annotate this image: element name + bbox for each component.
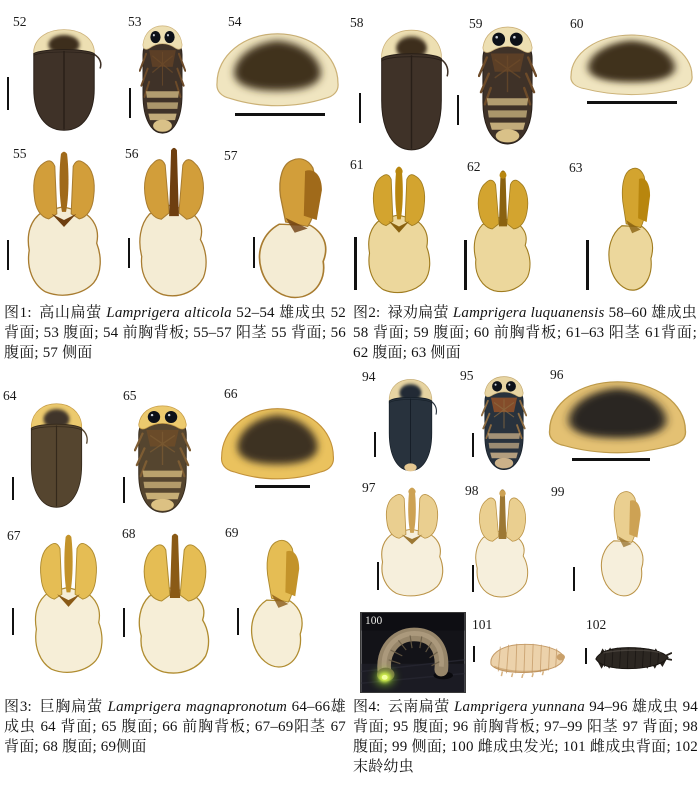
scale-bar [128, 238, 130, 268]
scale-bar [7, 77, 9, 110]
specimen-number-56: 56 [125, 146, 139, 161]
scale-bar [12, 608, 14, 635]
specimen-98-aedeagus-ventral [468, 488, 537, 600]
specimen-number-100: 100 [365, 615, 383, 627]
scale-bar [473, 646, 475, 662]
specimen-number-55: 55 [13, 146, 27, 161]
figure-3-caption [4, 697, 346, 757]
specimen-number-60: 60 [570, 16, 584, 31]
specimen-number-101: 101 [472, 617, 493, 632]
specimen-number-94: 94 [362, 369, 376, 384]
specimen-number-102: 102 [586, 617, 607, 632]
specimen-65-male-ventral [134, 404, 191, 515]
specimen-61-aedeagus-dorsal [360, 166, 438, 295]
figure-1-caption [4, 303, 346, 363]
specimen-number-67: 67 [7, 528, 21, 543]
specimen-67-aedeagus-dorsal [26, 534, 111, 675]
photo-100-glowing-female [360, 612, 466, 693]
scale-bar [235, 113, 325, 116]
specimen-101-female-dorsal [486, 640, 568, 678]
scale-bar [472, 565, 474, 592]
specimen-number-95: 95 [460, 368, 474, 383]
figure-1-species-name: Lamprigera alticola [106, 305, 232, 321]
scale-bar [12, 477, 14, 500]
scale-bar [464, 240, 467, 290]
figure-2-species-name: Lamprigera luquanensis [452, 305, 605, 321]
figure-3-species-name: Lamprigera magnapronotum [107, 699, 288, 715]
figure-3-label: 图3: [4, 699, 32, 715]
figure-4-chinese-name: 云南扁萤 [387, 699, 450, 715]
specimen-number-65: 65 [123, 388, 137, 403]
specimen-99-aedeagus-lateral [591, 488, 652, 600]
scale-bar [586, 240, 589, 290]
specimen-number-53: 53 [128, 14, 142, 29]
specimen-97-aedeagus-dorsal [373, 487, 451, 598]
specimen-62-aedeagus-ventral [466, 169, 540, 295]
specimen-59-male-ventral [478, 25, 537, 147]
scale-bar [457, 95, 459, 125]
specimen-57-aedeagus-lateral [243, 154, 340, 303]
scale-bar [237, 608, 239, 635]
specimen-52-male-dorsal [25, 27, 103, 133]
figure-4-species-name: Lamprigera yunnana [453, 699, 585, 715]
specimen-95-male-ventral [481, 375, 527, 472]
scale-bar [377, 562, 379, 590]
scale-bar [374, 432, 376, 457]
scale-bar [587, 101, 677, 104]
scale-bar [472, 433, 474, 457]
specimen-102-last-instar-larva [592, 644, 672, 674]
specimen-number-96: 96 [550, 367, 564, 382]
specimen-number-64: 64 [3, 388, 17, 403]
figure-1-chinese-name: 高山扁萤 [38, 305, 102, 321]
specimen-60-pronotum [566, 31, 697, 99]
specimen-number-63: 63 [569, 160, 583, 175]
figure-3-details: 64–66雄成虫 64 背面; 65 腹面; 66 前胸背板; 67–69阳茎 67背面; 68 腹面; 69侧面 [4, 699, 347, 755]
specimen-number-62: 62 [467, 159, 481, 174]
figure-2-label: 图2: [353, 305, 381, 321]
specimen-number-58: 58 [350, 15, 364, 30]
specimen-number-98: 98 [465, 483, 479, 498]
scale-bar [585, 648, 587, 664]
scale-bar [573, 567, 575, 591]
scale-bar [129, 88, 131, 118]
scale-bar [354, 237, 357, 290]
figure-2-chinese-name: 禄劝扁萤 [387, 305, 449, 321]
specimen-63-aedeagus-lateral [598, 164, 662, 295]
specimen-64-male-dorsal [24, 401, 89, 510]
scale-bar [7, 240, 9, 270]
figure-2-details: 58–60 雄成虫 58 背面; 59 腹面; 60 前胸背板; 61–63 阳茎 61背面; 62 腹面; 63 侧面 [353, 305, 697, 361]
specimen-94-male-dorsal [383, 377, 438, 473]
specimen-53-male-ventral [139, 24, 186, 136]
specimen-69-aedeagus-lateral [239, 536, 313, 672]
specimen-number-59: 59 [469, 16, 483, 31]
specimen-number-54: 54 [228, 14, 242, 29]
specimen-number-69: 69 [225, 525, 239, 540]
specimen-number-52: 52 [13, 14, 27, 29]
specimen-number-61: 61 [350, 157, 364, 172]
figure-2-caption [353, 303, 697, 363]
specimen-number-66: 66 [224, 386, 238, 401]
scale-bar [123, 608, 125, 637]
specimen-54-pronotum [212, 29, 343, 111]
specimen-number-99: 99 [551, 484, 565, 499]
figure-3-chinese-name: 巨胸扁萤 [38, 699, 103, 715]
specimen-96-pronotum [544, 377, 691, 458]
scale-bar [359, 93, 361, 123]
figure-4-label: 图4: [353, 699, 381, 715]
figure-1-label: 图1: [4, 305, 32, 321]
figure-4-caption [353, 697, 698, 777]
figure-4-details: 94–96 雄成虫 94 背面; 95 腹面; 96 前胸背板; 97–99 阳茎 97 背面; 98 腹面; 99 侧面; 100 雌成虫发光; 101 雌成虫背面; 102 末龄幼虫 [353, 699, 698, 775]
specimen-68-aedeagus-ventral [129, 532, 221, 677]
specimen-number-97: 97 [362, 480, 376, 495]
specimen-58-male-dorsal [373, 27, 450, 153]
scale-bar [255, 485, 310, 488]
figure-1-details: 52–54 雄成虫 52 背面; 53 腹面; 54 前胸背板; 55–57 阳茎 55 背面; 56 腹面; 57 侧面 [4, 305, 346, 361]
specimen-number-68: 68 [122, 526, 136, 541]
scale-bar [572, 458, 650, 461]
scale-bar [123, 477, 125, 503]
specimen-66-pronotum [217, 404, 338, 484]
specimen-56-aedeagus-ventral [130, 146, 218, 300]
specimen-55-aedeagus-dorsal [18, 151, 110, 298]
scale-bar [253, 237, 255, 268]
specimen-number-57: 57 [224, 148, 238, 163]
